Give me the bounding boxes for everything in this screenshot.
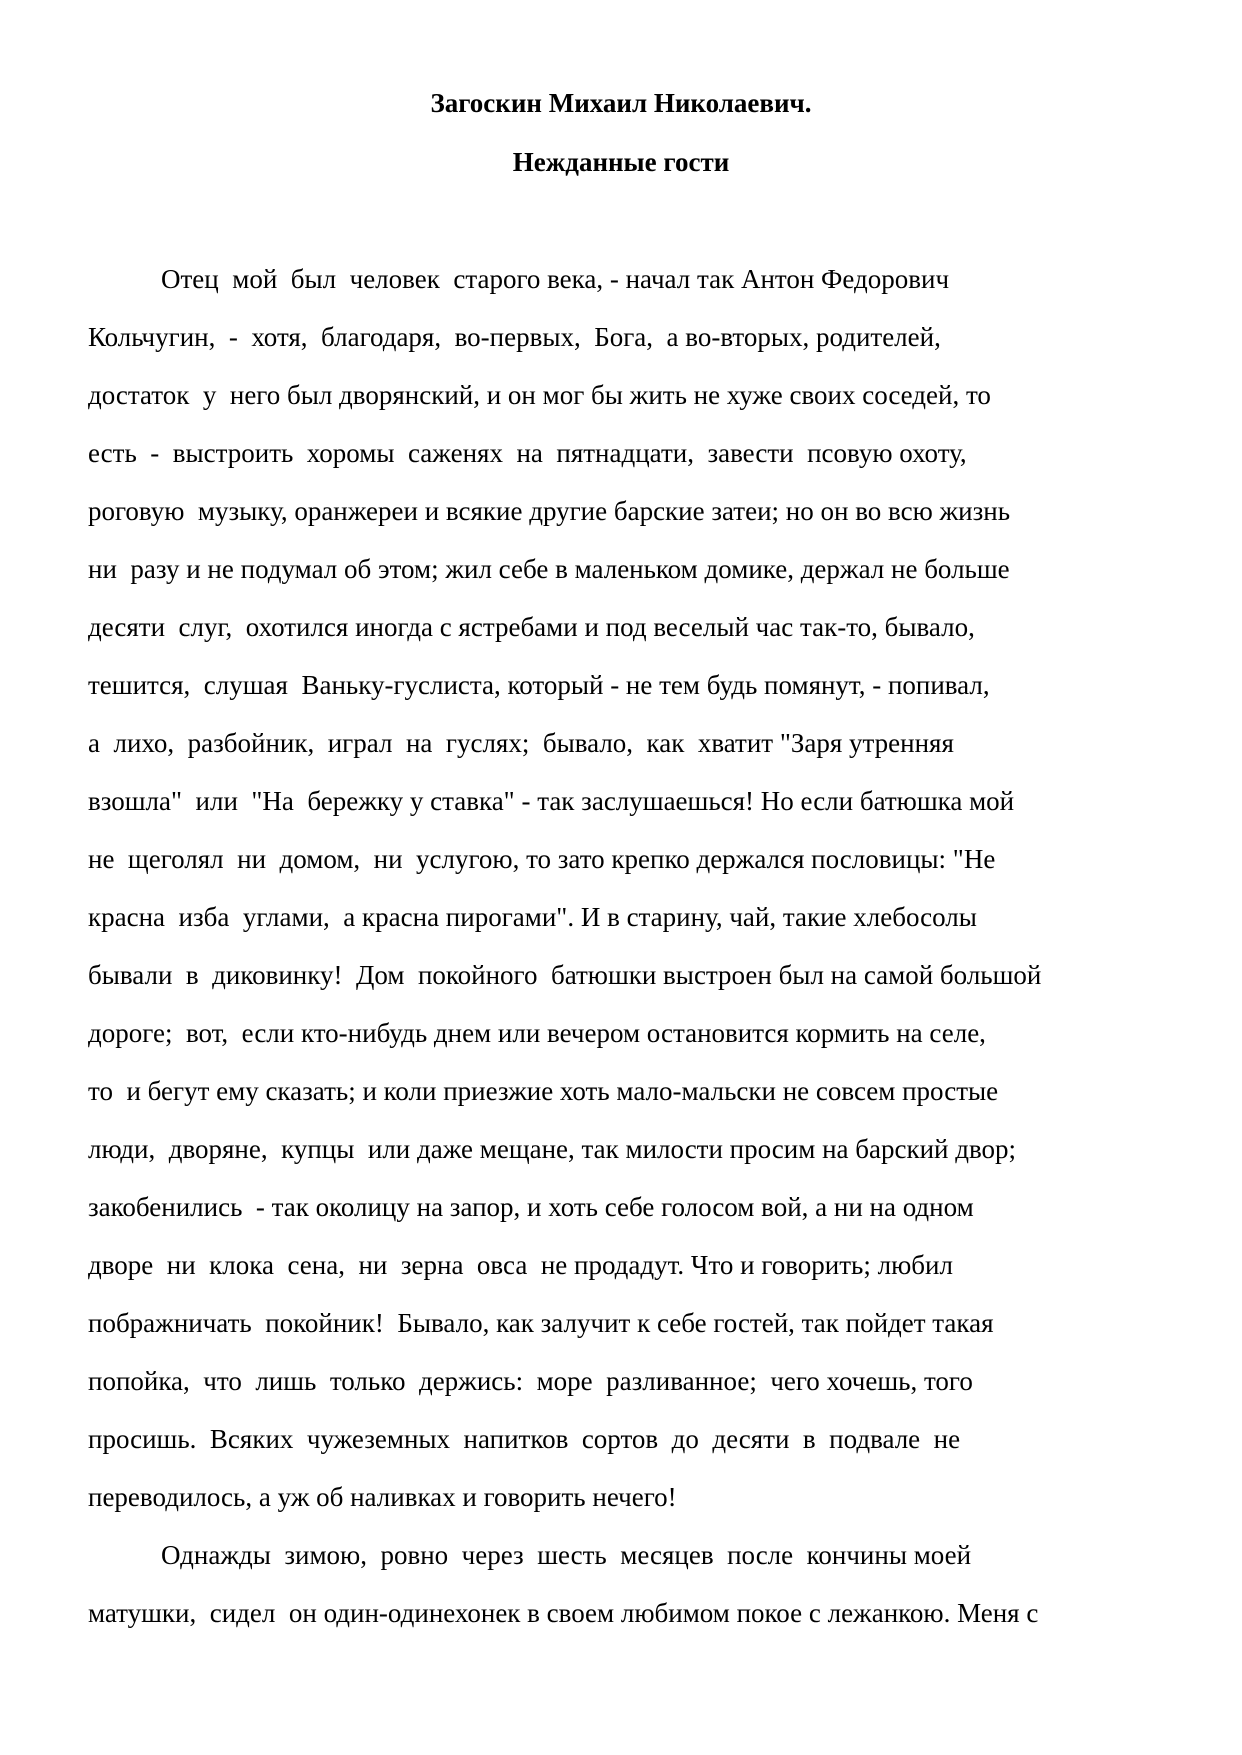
text-line: попойка, что лишь только держись: море разливанное; чего хочешь, того — [88, 1366, 973, 1396]
text-line: то и бегут ему сказать; и коли приезжие хоть мало-мальски не совсем простые — [88, 1076, 999, 1106]
text-line: пображничать покойник! Бывало, как залучит к себе гостей, так пойдет такая — [88, 1308, 994, 1338]
text-line: а лихо, разбойник, играл на гуслях; бывало, как хватит "Заря утренняя — [88, 728, 954, 758]
text-line: Кольчугин, - хотя, благодаря, во-первых, Бога, а во-вторых, родителей, — [88, 322, 941, 352]
text-line: Однажды зимою, ровно через шесть месяцев после кончины моей — [161, 1540, 972, 1570]
text-line: взошла" или "На бережку у ставка" - так заслушаешься! Но если батюшка мой — [88, 786, 1015, 816]
text-line: Отец мой был человек старого века, - начал так Антон Федорович — [161, 264, 950, 294]
text-line: десяти слуг, охотился иногда с ястребами и под веселый час так-то, бывало, — [88, 612, 975, 642]
text-line: тешится, слушая Ваньку-гуслиста, который - не тем будь помянут, - попивал, — [88, 670, 990, 700]
text-line: дворе ни клока сена, ни зерна овса не продадут. Что и говорить; любил — [88, 1250, 953, 1280]
story-title: Нежданные гости — [512, 147, 730, 177]
text-line: достаток у него был дворянский, и он мог бы жить не хуже своих соседей, то — [88, 380, 991, 410]
text-line: есть - выстроить хоромы саженях на пятнадцати, завести псовую охоту, — [88, 438, 967, 468]
story-body — [88, 261, 1168, 1653]
text-line: красна изба углами, а красна пирогами". И в старину, чай, такие хлебосолы — [88, 902, 977, 932]
text-line: переводилось, а уж об наливках и говорить нечего! — [88, 1482, 677, 1512]
text-line: роговую музыку, оранжереи и всякие другие барские затеи; но он во всю жизнь — [88, 496, 1011, 526]
text-line: матушки, сидел он один-одинехонек в своем любимом покое с лежанкою. Меня с — [88, 1598, 1039, 1628]
author-heading: Загоскин Михаил Николаевич. — [430, 88, 812, 118]
text-line: ни разу и не подумал об этом; жил себе в маленьком домике, держал не больше — [88, 554, 1010, 584]
text-line: люди, дворяне, купцы или даже мещане, так милости просим на барский двор; — [88, 1134, 1017, 1164]
text-line: просишь. Всяких чужеземных напитков сортов до десяти в подвале не — [88, 1424, 961, 1454]
text-line: бывали в диковинку! Дом покойного батюшки выстроен был на самой большой — [88, 960, 1042, 990]
text-line: закобенились - так околицу на запор, и хоть себе голосом вой, а ни на одном — [88, 1192, 974, 1222]
text-line: дороге; вот, если кто-нибудь днем или вечером остановится кормить на селе, — [88, 1018, 986, 1048]
text-line: не щеголял ни домом, ни услугою, то зато крепко держался пословицы: "Не — [88, 844, 996, 874]
